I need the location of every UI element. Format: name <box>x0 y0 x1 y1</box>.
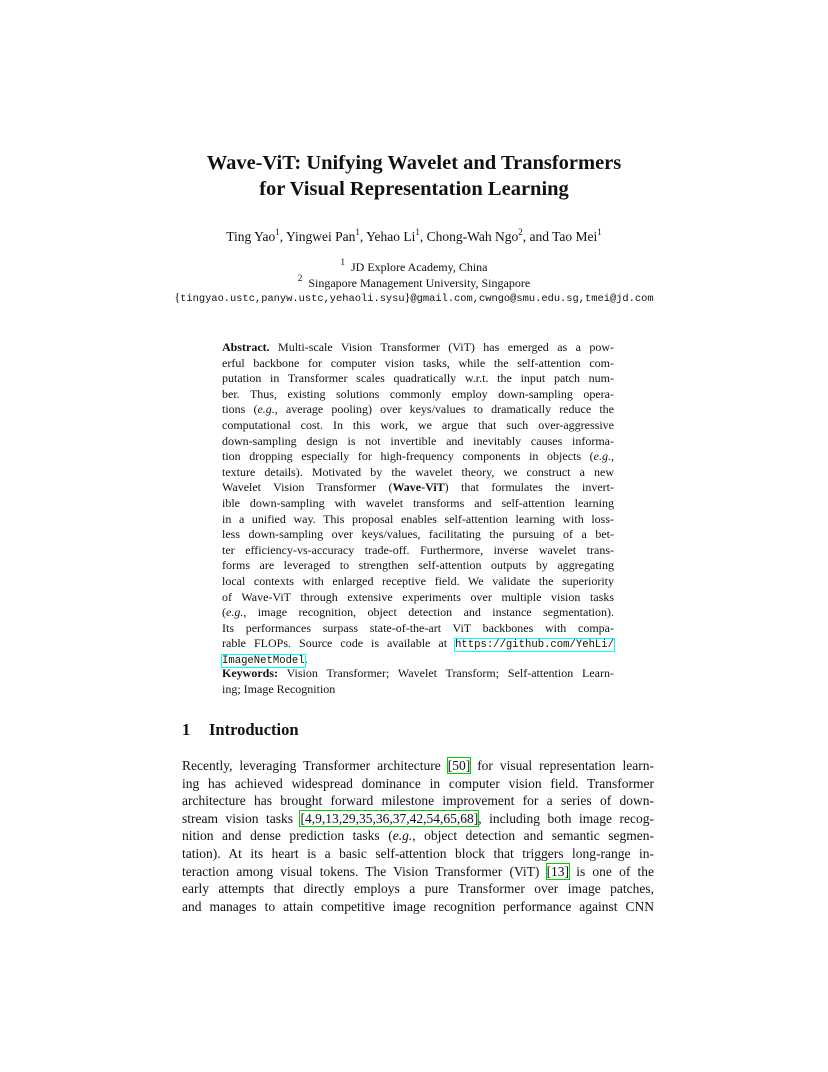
source-code-link[interactable]: ImageNetModel <box>222 654 305 667</box>
body-line: nition and dense prediction tasks (e.g., object detection and semantic segmen- <box>182 828 654 844</box>
abstract-line: tion dropping especially for high-frequency components in objects (e.g., <box>222 449 614 464</box>
keywords <box>222 666 614 697</box>
abstract <box>222 340 614 667</box>
author-affiliation-mark: 2 <box>518 227 523 237</box>
body-line: early attempts that directly employs a pure Transformer over image patches, <box>182 881 654 897</box>
abstract-line: texture details). Motivated by the wavelet theory, we construct a new <box>222 464 614 479</box>
body-line: stream vision tasks [4,9,13,29,35,36,37,42,54,65,68], including both image recog- <box>182 810 654 826</box>
author-name: Tao Mei <box>552 229 598 244</box>
abstract-line: of Wave-ViT through extensive experiments over multiple vision tasks <box>222 589 614 604</box>
abstract-line: rable FLOPs. Source code is available at https://github.com/YehLi/ <box>222 636 614 652</box>
affiliation-2 <box>0 275 828 291</box>
title-line-1: Wave-ViT: Unifying Wavelet and Transformers <box>206 152 622 174</box>
author-separator: , <box>419 229 427 244</box>
source-code-link[interactable]: https://github.com/YehLi/ <box>455 639 614 652</box>
model-name: Wave-ViT <box>392 480 445 495</box>
affiliation-1 <box>0 259 828 275</box>
abstract-line: down-sampling design is not invertible and inevitably causes informa- <box>222 433 614 448</box>
author-name: Chong-Wah Ngo <box>426 229 519 244</box>
citation-link[interactable]: [50] <box>447 758 471 773</box>
author-affiliation-mark: 1 <box>415 227 420 237</box>
emphasis: e.g. <box>593 449 611 464</box>
body-line: architecture has brought forward milestone improvement for a series of down- <box>182 793 654 809</box>
affiliation-text: Singapore Management University, Singapore <box>308 276 531 290</box>
abstract-line: ter efficiency-vs-accuracy trade-off. Furthermore, inverse wavelet trans- <box>222 542 614 557</box>
email-group: tingyao.ustc,panyw.ustc,yehaoli.sysu <box>180 293 405 305</box>
title-line-2: for Visual Representation Learning <box>259 178 569 200</box>
introduction-text <box>182 757 654 915</box>
abstract-line: ber. Thus, existing solutions commonly employ down-sampling opera- <box>222 386 614 401</box>
section-heading <box>182 720 299 740</box>
keywords-heading: Keywords: <box>222 666 278 680</box>
body-line: teraction among visual tokens. The Vision Transformer (ViT) [13] is one of the <box>182 863 654 879</box>
keywords-line: ing; Image Recognition <box>222 681 336 696</box>
email-brace-close: } <box>404 290 411 304</box>
abstract-line: erful backbone for computer vision tasks, while the self-attention com- <box>222 355 614 370</box>
affiliation-text: JD Explore Academy, China <box>350 260 488 274</box>
author-separator: , <box>279 229 287 244</box>
author-separator: , <box>359 229 367 244</box>
citation-link[interactable]: [4,9,13,29,35,36,37,42,54,65,68] <box>300 810 479 826</box>
abstract-text: Multi-scale Vision Transformer (ViT) has emerged as a pow- <box>269 340 614 354</box>
abstract-line: in a unified way. This proposal enables self-attention learning with loss- <box>222 511 614 526</box>
section-title: Introduction <box>209 720 299 739</box>
keywords-text: Vision Transformer; Wavelet Transform; Self-attention Learn- <box>278 666 614 680</box>
abstract-line: local contexts with enlarged receptive field. We validate the superiority <box>222 573 614 588</box>
abstract-line <box>222 340 614 356</box>
author-emails <box>0 290 828 306</box>
abstract-line: (e.g., image recognition, object detection and instance segmentation). <box>222 605 614 620</box>
author-name: Yingwei Pan <box>286 229 356 244</box>
abstract-line: ImageNetModel. <box>222 651 308 667</box>
author-affiliation-mark: 1 <box>275 227 280 237</box>
emphasis: e.g. <box>392 828 413 844</box>
affiliation-number: 2 <box>297 273 303 283</box>
email-brace-open: { <box>174 290 181 304</box>
citation-link[interactable]: [13] <box>546 863 570 879</box>
author-separator: , and <box>522 229 553 244</box>
abstract-line: forms are leveraged to strengthen self-attention outputs by aggregating <box>222 558 614 573</box>
emphasis: e.g. <box>257 402 275 417</box>
paper-title <box>0 150 828 202</box>
author-name: Ting Yao <box>226 229 276 244</box>
author-affiliation-mark: 1 <box>597 227 602 237</box>
abstract-line: Its performances surpass state-of-the-art ViT backbones with compa- <box>222 620 614 635</box>
author-affiliation-mark: 1 <box>355 227 360 237</box>
abstract-line: less down-sampling over keys/values, facilitating the pursuing of a bet- <box>222 527 614 542</box>
section-number: 1 <box>182 720 191 739</box>
abstract-line: computational cost. In this work, we argue that such over-aggressive <box>222 417 614 432</box>
body-line: and manages to attain competitive image recognition performance against CNN <box>182 898 654 914</box>
keywords-line <box>222 666 614 682</box>
affiliation-number: 1 <box>340 257 345 267</box>
emphasis: e.g. <box>226 605 244 620</box>
abstract-line: Wavelet Vision Transformer (Wave-ViT) that formulates the invert- <box>222 480 615 495</box>
abstract-heading: Abstract. <box>222 340 270 354</box>
author-name: Yehao Li <box>366 229 416 244</box>
body-line: ing has achieved widespread dominance in computer vision field. Transformer <box>182 775 654 791</box>
body-line: Recently, leveraging Transformer architecture [50] for visual representation learn- <box>182 758 654 773</box>
author-list <box>0 228 828 246</box>
abstract-line: putation in Transformer scales quadratically w.r.t. the input patch num- <box>222 371 614 386</box>
body-line: tation). At its heart is a basic self-attention block that triggers long-range in- <box>182 845 654 861</box>
abstract-line: ible down-sampling with wavelet transforms and self-attention learning <box>222 495 614 510</box>
abstract-line: tions (e.g., average pooling) over keys/values to dramatically reduce the <box>222 402 614 417</box>
email-domains: @gmail.com,cwngo@smu.edu.sg,tmei@jd.com <box>410 293 654 305</box>
